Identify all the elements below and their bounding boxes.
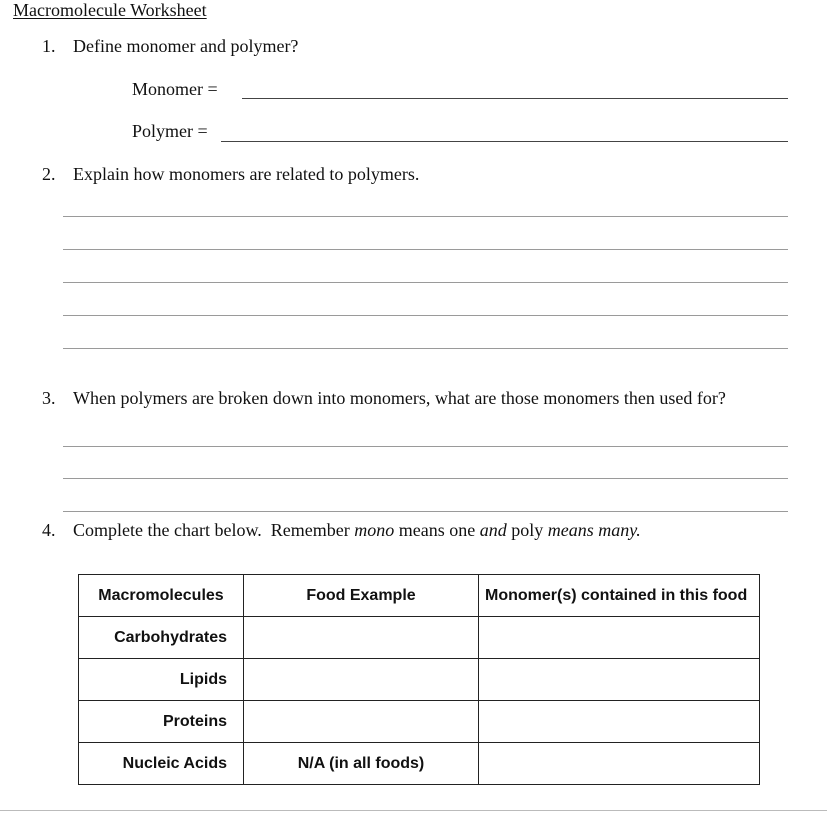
answer-line[interactable] [63,511,788,512]
polymer-label: Polymer = [132,121,208,141]
header-macromolecules: Macromolecules [79,575,244,617]
table-row [79,743,760,785]
question-text-part3: poly [506,520,548,540]
molecule-cell: Carbohydrates [79,617,244,659]
question-text: Explain how monomers are related to polymers. [73,164,420,184]
monomer-label: Monomer = [132,79,218,99]
header-monomers: Monomer(s) contained in this food [479,575,760,617]
mono-word: mono [354,520,395,540]
question-text-part2: means one [394,520,480,540]
question-number: 4. [42,520,56,540]
molecule-cell: Lipids [79,659,244,701]
molecule-cell: Nucleic Acids [79,743,244,785]
answer-line[interactable] [63,348,788,349]
question-2 [42,164,419,185]
question-text: When polymers are broken down into monomers, what are those monomers then used for? [73,388,726,408]
polymer-answer-line[interactable] [221,141,788,142]
monomer-cell[interactable] [479,659,760,701]
means-many-text: means many. [547,520,641,540]
question-number: 1. [42,36,56,56]
table-row [79,617,760,659]
answer-line[interactable] [63,446,788,447]
answer-line[interactable] [63,249,788,250]
page-edge-divider [0,810,827,811]
table-row [79,659,760,701]
monomer-cell[interactable] [479,701,760,743]
food-cell[interactable] [244,617,479,659]
question-4 [42,520,641,541]
macromolecule-chart [78,574,760,785]
answer-line[interactable] [63,282,788,283]
chart-header-row [79,575,760,617]
question-number: 3. [42,388,56,408]
question-text: Define monomer and polymer? [73,36,299,56]
monomer-cell[interactable] [479,743,760,785]
molecule-cell: Proteins [79,701,244,743]
answer-line[interactable] [63,216,788,217]
food-cell[interactable] [244,701,479,743]
food-cell[interactable] [244,659,479,701]
monomer-answer-line[interactable] [242,98,788,99]
monomer-cell[interactable] [479,617,760,659]
answer-line[interactable] [63,315,788,316]
table-row [79,701,760,743]
and-word: and [479,520,507,540]
header-food-example: Food Example [244,575,479,617]
food-cell: N/A (in all foods) [244,743,479,785]
question-number: 2. [42,164,56,184]
question-text-part1: Complete the chart below. Remember [73,520,355,540]
answer-line[interactable] [63,478,788,479]
question-1 [42,36,298,57]
worksheet-title: Macromolecule Worksheet [13,0,207,20]
question-3 [42,388,726,409]
